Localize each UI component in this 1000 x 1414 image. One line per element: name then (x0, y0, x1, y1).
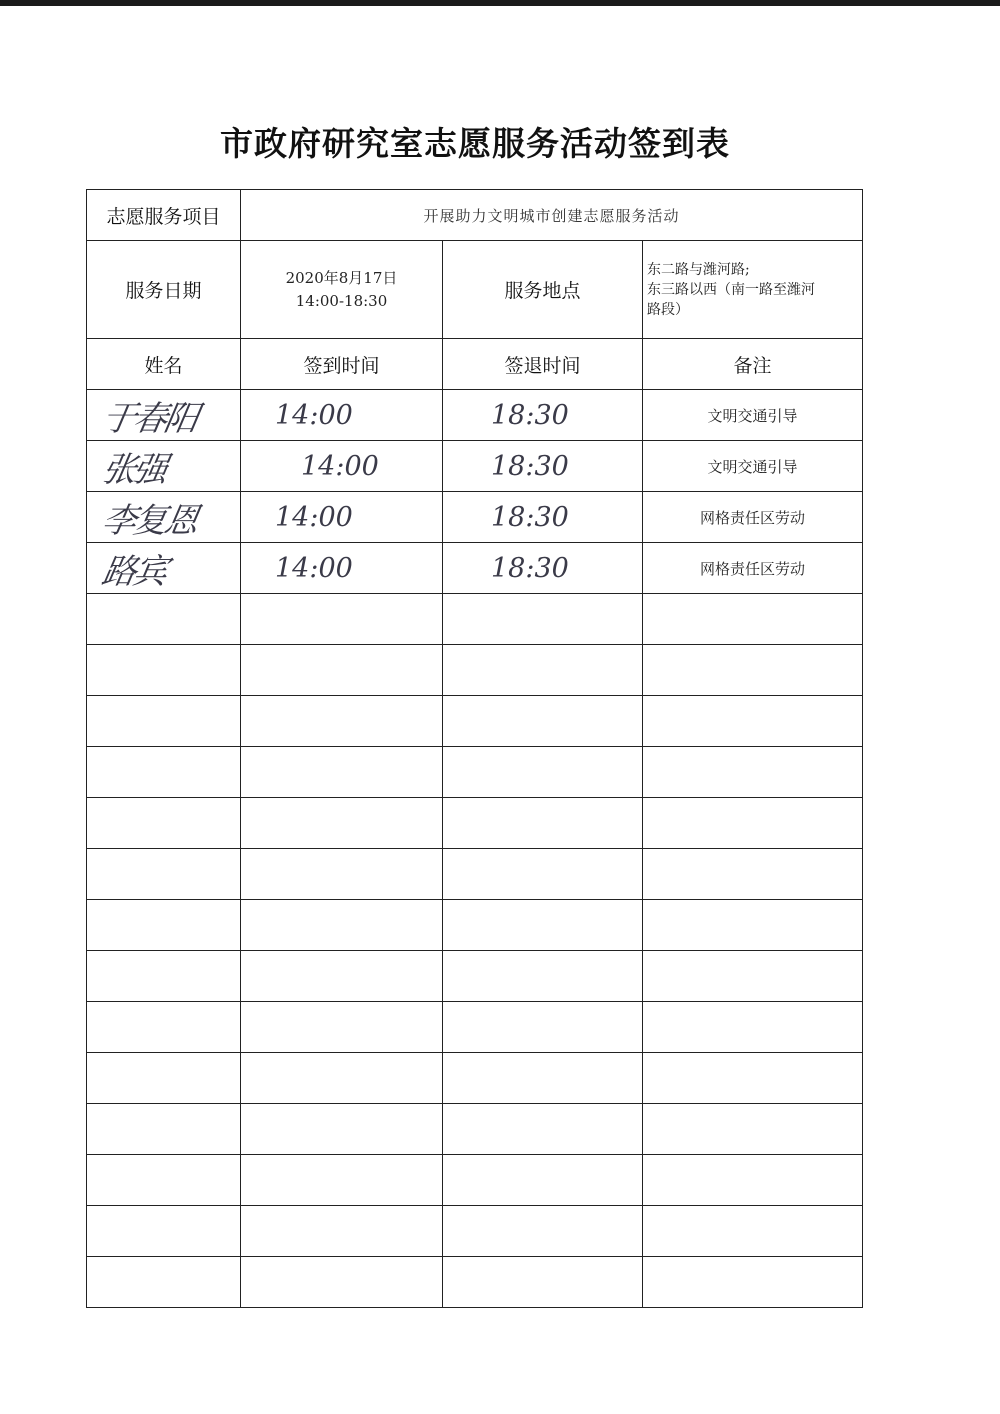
empty-cell (643, 747, 863, 798)
signature-name: 于春阳 (98, 398, 199, 439)
sign-out-time: 18:30 (491, 552, 569, 584)
empty-cell (241, 747, 443, 798)
empty-cell (643, 1206, 863, 1257)
sign-in-time: 14:00 (275, 399, 353, 431)
sign-out-time-cell (443, 543, 643, 594)
empty-cell (643, 645, 863, 696)
sign-out-time-cell (443, 390, 643, 441)
signature-name-cell (87, 543, 241, 594)
empty-row (87, 951, 863, 1002)
empty-cell (241, 645, 443, 696)
table-row (87, 492, 863, 543)
date-label: 服务日期 (87, 241, 241, 339)
sign-out-time: 18:30 (491, 501, 569, 533)
empty-row (87, 1002, 863, 1053)
table-row (87, 441, 863, 492)
place-line-1: 东二路与潍河路; (647, 261, 750, 278)
sign-in-time: 14:00 (275, 501, 353, 533)
empty-cell (87, 849, 241, 900)
empty-cell (443, 849, 643, 900)
empty-cell (241, 1104, 443, 1155)
empty-cell (241, 951, 443, 1002)
empty-cell (643, 1155, 863, 1206)
date-line-1: 2020年8月17日 (285, 268, 398, 287)
place-value (643, 241, 863, 339)
empty-cell (87, 1257, 241, 1308)
sign-in-time-cell (241, 492, 443, 543)
empty-cell (443, 1104, 643, 1155)
signature-name: 张强 (98, 449, 168, 490)
sign-out-time-cell (443, 492, 643, 543)
place-line-2: 东三路以西（南一路至潍河 (647, 281, 815, 298)
empty-cell (241, 1155, 443, 1206)
remark: 文明交通引导 (707, 457, 798, 476)
date-line-2: 14:00-18:30 (295, 291, 388, 310)
empty-row (87, 1104, 863, 1155)
project-label: 志愿服务项目 (87, 190, 241, 241)
empty-cell (241, 798, 443, 849)
empty-cell (443, 747, 643, 798)
page-title: 市政府研究室志愿服务活动签到表 (220, 124, 730, 163)
date-value (241, 241, 443, 339)
scan-edge (0, 0, 1000, 6)
empty-row (87, 1257, 863, 1308)
project-row (87, 190, 863, 241)
place-line-3: 路段） (647, 301, 689, 318)
empty-cell (643, 1053, 863, 1104)
empty-cell (87, 594, 241, 645)
empty-cell (87, 951, 241, 1002)
empty-cell (87, 1104, 241, 1155)
empty-cell (87, 798, 241, 849)
empty-cell (643, 1002, 863, 1053)
sign-in-time: 14:00 (275, 552, 353, 584)
empty-cell (241, 1257, 443, 1308)
empty-row (87, 900, 863, 951)
empty-row (87, 1053, 863, 1104)
empty-cell (241, 900, 443, 951)
place-label: 服务地点 (443, 241, 643, 339)
empty-row (87, 696, 863, 747)
empty-cell (87, 645, 241, 696)
empty-cell (241, 1053, 443, 1104)
empty-cell (443, 1206, 643, 1257)
empty-cell (643, 1257, 863, 1308)
empty-cell (443, 645, 643, 696)
empty-cell (87, 1155, 241, 1206)
sign-in-table (86, 189, 863, 1308)
sign-out-time-cell (443, 441, 643, 492)
remark-cell (643, 441, 863, 492)
remark: 网格责任区劳动 (699, 508, 805, 527)
empty-cell (87, 696, 241, 747)
empty-row (87, 1155, 863, 1206)
empty-cell (443, 798, 643, 849)
signature-name-cell (87, 492, 241, 543)
empty-cell (87, 1053, 241, 1104)
empty-cell (643, 594, 863, 645)
service-row (87, 241, 863, 339)
empty-cell (241, 696, 443, 747)
empty-cell (643, 798, 863, 849)
remark: 文明交通引导 (707, 406, 798, 425)
signature-name: 李复恩 (98, 500, 199, 541)
col-header-sign-out: 签退时间 (443, 339, 643, 390)
remark-cell (643, 390, 863, 441)
empty-cell (241, 1002, 443, 1053)
empty-cell (87, 900, 241, 951)
remark-cell (643, 492, 863, 543)
project-value: 开展助力文明城市创建志愿服务活动 (241, 190, 863, 241)
empty-cell (241, 849, 443, 900)
empty-cell (87, 747, 241, 798)
empty-cell (643, 696, 863, 747)
empty-cell (87, 1002, 241, 1053)
col-header-name: 姓名 (87, 339, 241, 390)
sign-in-time-cell (241, 390, 443, 441)
signature-name-cell (87, 441, 241, 492)
remark-cell (643, 543, 863, 594)
sign-in-time: 14:00 (301, 450, 379, 482)
empty-row (87, 798, 863, 849)
empty-cell (443, 594, 643, 645)
sign-in-time-cell (241, 441, 443, 492)
empty-cell (643, 1104, 863, 1155)
sign-out-time: 18:30 (491, 399, 569, 431)
table-row (87, 543, 863, 594)
sign-out-time: 18:30 (491, 450, 569, 482)
empty-row (87, 849, 863, 900)
empty-row (87, 645, 863, 696)
empty-cell (443, 1155, 643, 1206)
signature-name-cell (87, 390, 241, 441)
empty-cell (87, 1206, 241, 1257)
empty-row (87, 1206, 863, 1257)
empty-cell (443, 900, 643, 951)
signature-name: 路宾 (98, 551, 168, 592)
sign-in-time-cell (241, 543, 443, 594)
empty-cell (443, 696, 643, 747)
col-header-sign-in: 签到时间 (241, 339, 443, 390)
empty-row (87, 747, 863, 798)
table-row (87, 390, 863, 441)
empty-row (87, 594, 863, 645)
empty-cell (241, 594, 443, 645)
empty-cell (643, 849, 863, 900)
empty-cell (443, 1257, 643, 1308)
column-header-row (87, 339, 863, 390)
empty-cell (443, 1053, 643, 1104)
empty-cell (443, 1002, 643, 1053)
remark: 网格责任区劳动 (699, 559, 805, 578)
empty-cell (443, 951, 643, 1002)
empty-cell (643, 951, 863, 1002)
empty-cell (643, 900, 863, 951)
empty-cell (241, 1206, 443, 1257)
col-header-remark: 备注 (643, 339, 863, 390)
